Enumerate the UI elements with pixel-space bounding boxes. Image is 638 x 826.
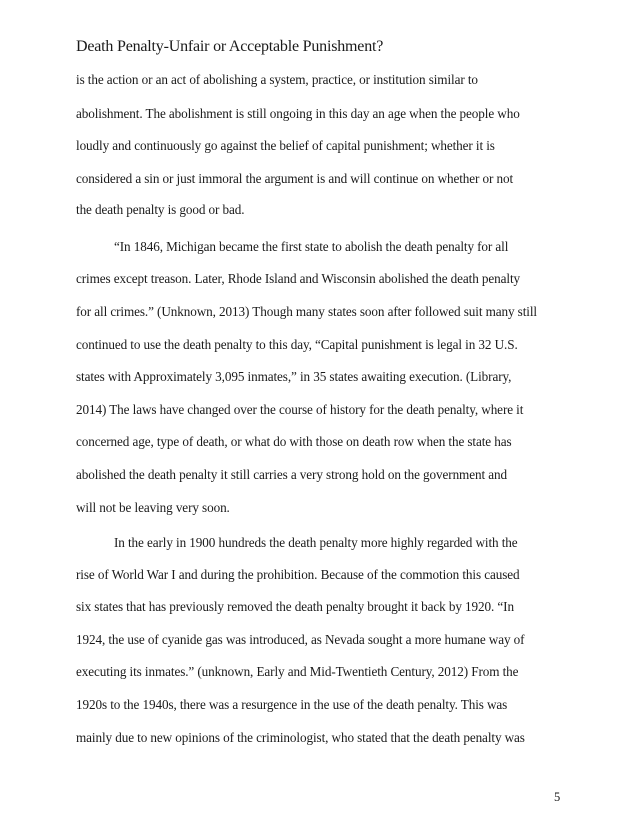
text-line: 1920s to the 1940s, there was a resurgence in the use of the death penalty. This was xyxy=(76,697,508,712)
text-line: is the action or an act of abolishing a system, practice, or institution similar to xyxy=(76,72,478,87)
text-line: will not be leaving very soon. xyxy=(76,500,230,515)
text-line: states with Approximately 3,095 inmates,” in 35 states awaiting execution. (Library, xyxy=(76,369,512,384)
text-line: mainly due to new opinions of the criminologist, who stated that the death penalty was xyxy=(76,730,525,745)
text-line: rise of World War I and during the prohibition. Because of the commotion this caused xyxy=(76,567,520,582)
text-line: continued to use the death penalty to this day, “Capital punishment is legal in 32 U.S. xyxy=(76,337,518,352)
running-header: Death Penalty-Unfair or Acceptable Punishment? xyxy=(76,38,384,55)
text-line: six states that has previously removed the death penalty brought it back by 1920. “In xyxy=(76,599,514,614)
text-line: 2014) The laws have changed over the course of history for the death penalty, where it xyxy=(76,402,524,417)
text-line: considered a sin or just immoral the argument is and will continue on whether or not xyxy=(76,171,514,186)
text-line: abolished the death penalty it still carries a very strong hold on the government and xyxy=(76,467,507,482)
paragraph-start-line: In the early in 1900 hundreds the death penalty more highly regarded with the xyxy=(114,535,518,550)
text-line: the death penalty is good or bad. xyxy=(76,202,245,217)
text-line: abolishment. The abolishment is still ongoing in this day an age when the people who xyxy=(76,106,520,121)
text-line: concerned age, type of death, or what do with those on death row when the state has xyxy=(76,434,512,449)
text-line: loudly and continuously go against the belief of capital punishment; whether it is xyxy=(76,138,495,153)
paragraph-start-line: “In 1846, Michigan became the first state to abolish the death penalty for all xyxy=(114,239,509,254)
text-line: 1924, the use of cyanide gas was introduced, as Nevada sought a more humane way of xyxy=(76,632,525,647)
text-line: crimes except treason. Later, Rhode Island and Wisconsin abolished the death penalty xyxy=(76,271,521,286)
page-number: 5 xyxy=(554,790,561,804)
text-line: executing its inmates.” (unknown, Early and Mid-Twentieth Century, 2012) From the xyxy=(76,664,519,679)
text-line: for all crimes.” (Unknown, 2013) Though many states soon after followed suit many still xyxy=(76,304,537,319)
